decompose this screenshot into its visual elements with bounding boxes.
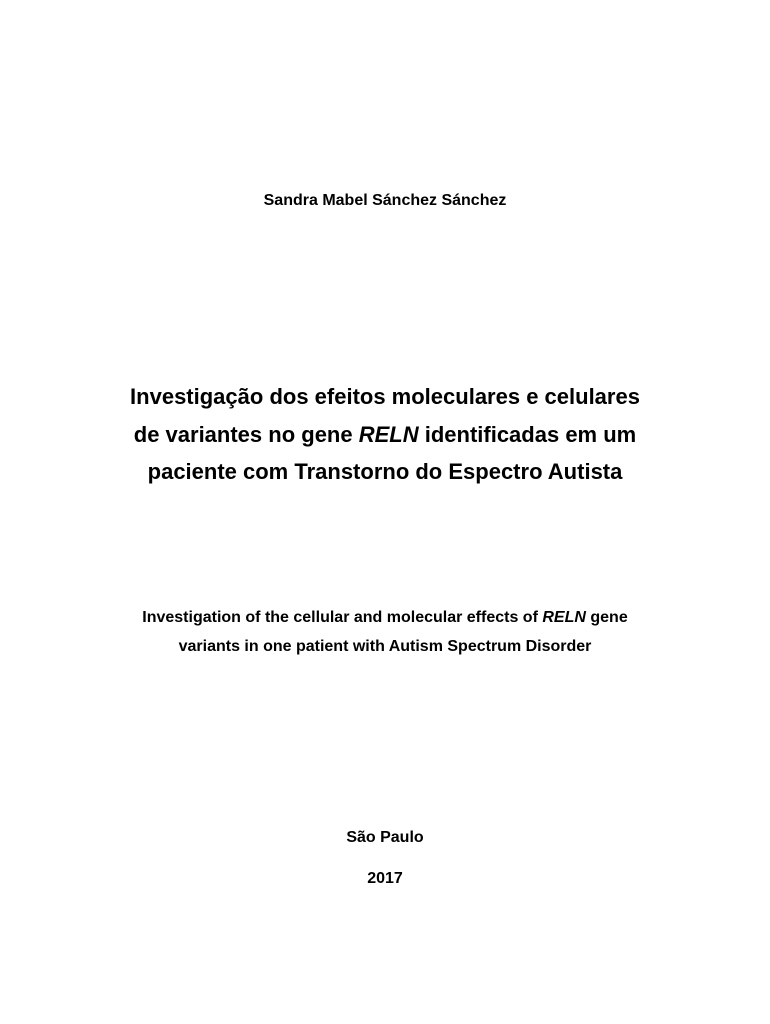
title-pt-line-2 xyxy=(0,422,770,448)
city: São Paulo xyxy=(346,829,424,846)
year: 2017 xyxy=(367,870,403,887)
author-name: Sandra Mabel Sánchez Sánchez xyxy=(263,192,507,209)
title-pt-line-1: Investigação dos efeitos moleculares e celulares xyxy=(130,384,640,409)
gene-name-pt: RELN xyxy=(358,422,419,447)
gene-name-en: RELN xyxy=(542,609,586,626)
title-pt-line-2-end: identificadas em um xyxy=(418,422,637,447)
title-en-line-1 xyxy=(0,609,770,627)
title-pt-line-2-start: de variantes no gene xyxy=(133,422,359,447)
title-en-line-2: variants in one patient with Autism Spectrum Disorder xyxy=(178,638,592,655)
title-en-line-1-start: Investigation of the cellular and molecular effects of xyxy=(142,609,543,626)
title-en-line-1-end: gene xyxy=(585,609,628,626)
title-pt-line-3: paciente com Transtorno do Espectro Autista xyxy=(147,459,623,484)
